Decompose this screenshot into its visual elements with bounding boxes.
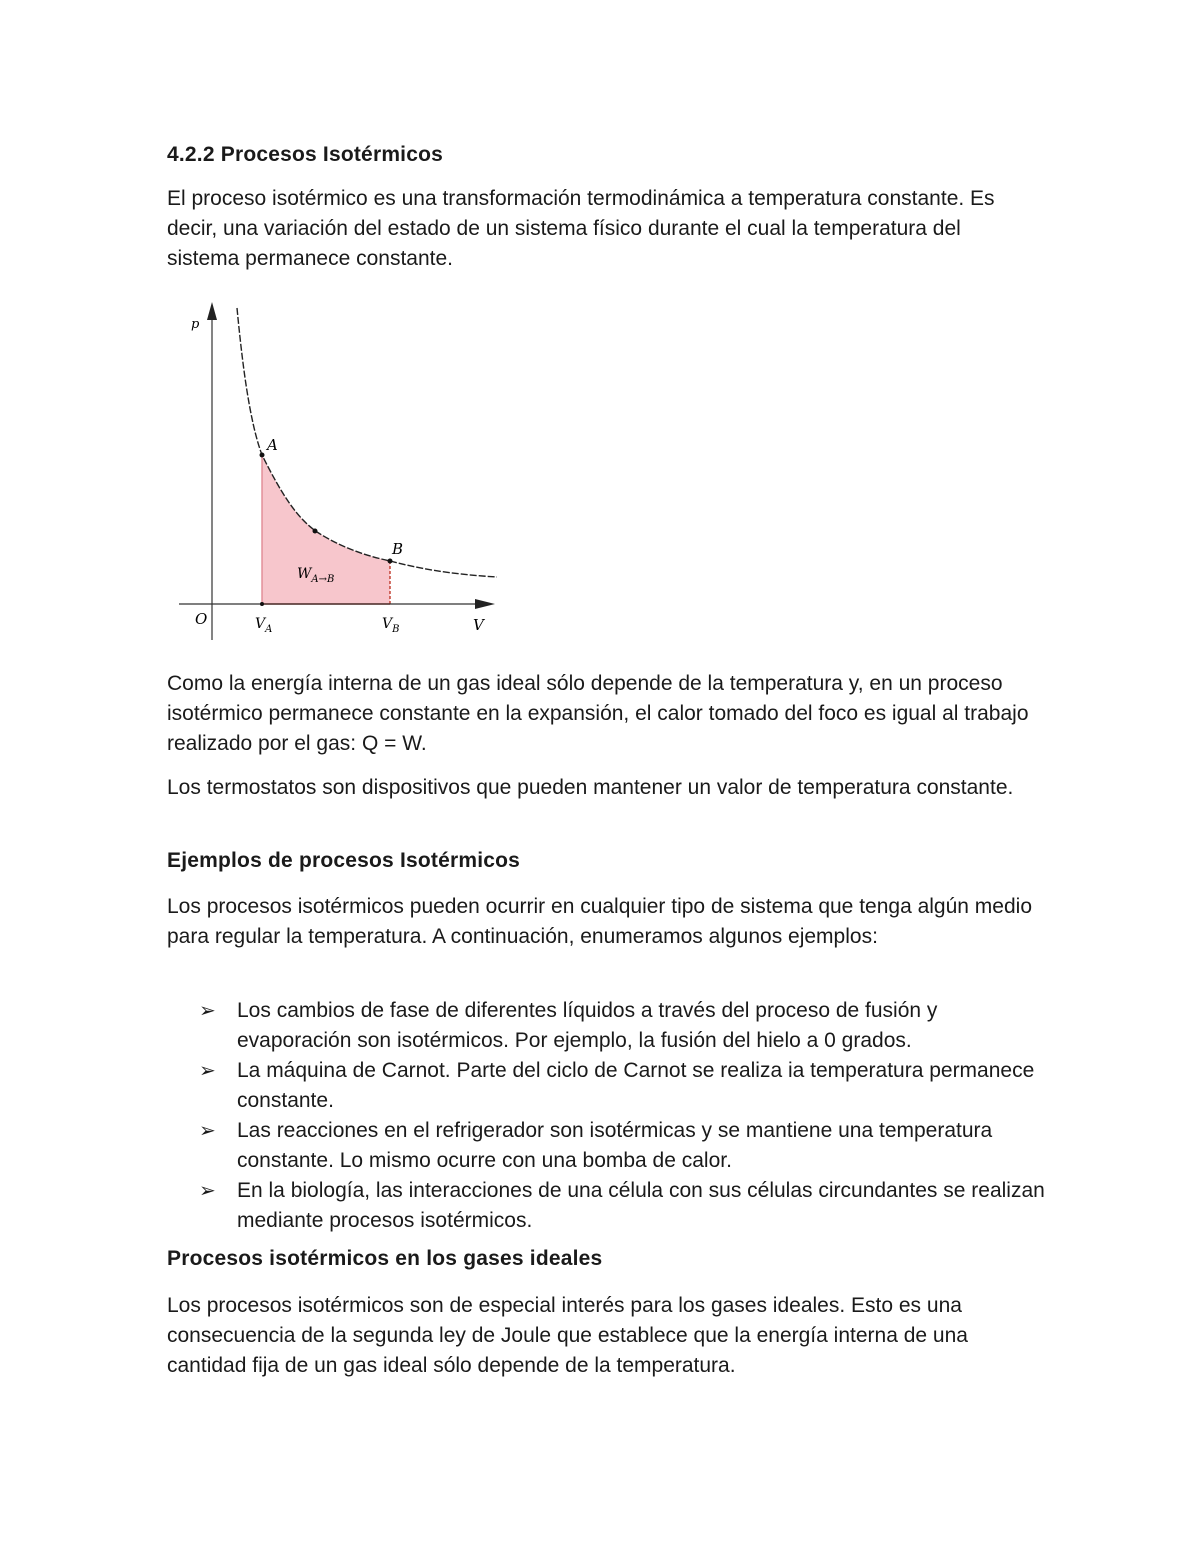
origin-label: O: [195, 610, 208, 628]
examples-intro-paragraph: Los procesos isotérmicos pueden ocurrir en cualquier tipo de sistema que tenga algún medio para regular la temperatura. A continuación, enumeramos algunos ejemplos:: [167, 895, 1032, 948]
examples-list: [167, 996, 1047, 1236]
list-item: ➢ En la biología, las interacciones de una célula con sus células circundantes se realizan mediante procesos isotérmicos.: [167, 1176, 1047, 1236]
intro-paragraph: El proceso isotérmico es una transformación termodinámica a temperatura constante. Es decir, una variación del estado de un sistema físico durante el cual la temperatura del sistema permanece constante.: [167, 187, 995, 270]
mid-point-marker: [313, 529, 318, 534]
list-item: ➢ La máquina de Carnot. Parte del ciclo de Carnot se realiza ia temperatura permanece constante.: [167, 1056, 1047, 1116]
arrow-bullet-icon: ➢: [199, 1120, 216, 1142]
energy-paragraph: Como la energía interna de un gas ideal sólo depende de la temperatura y, en un proceso isotérmico permanece constante en la expansión, el calor tomado del foco es igual al trabajo realizado por el gas: Q = W.: [167, 672, 1029, 755]
list-item: ➢ Los cambios de fase de diferentes líquidos a través del proceso de fusión y evaporación son isotérmicos. Por ejemplo, la fusión del hielo a 0 grados.: [167, 996, 1047, 1056]
arrow-bullet-icon: ➢: [199, 1000, 216, 1022]
examples-heading: Ejemplos de procesos Isotérmicos: [167, 849, 521, 872]
thermostat-paragraph: Los termostatos son dispositivos que pueden mantener un valor de temperatura constante.: [167, 776, 1014, 799]
arrow-bullet-icon: ➢: [199, 1180, 216, 1202]
point-a-marker: [260, 453, 265, 458]
work-area-label: $W_{A\to B}$: [297, 566, 335, 585]
va-axis-marker: [260, 602, 264, 606]
point-b-marker: [388, 559, 393, 564]
isothermal-pv-diagram: [167, 300, 512, 645]
arrow-bullet-icon: ➢: [199, 1060, 216, 1082]
y-axis-arrow: [207, 302, 217, 320]
list-item: ➢ Las reacciones en el refrigerador son isotérmicas y se mantiene una temperatura constante. Lo mismo ocurre con una bomba de calor.: [167, 1116, 1047, 1176]
point-b-label: B: [392, 540, 404, 558]
vb-tick-label: $V_B$: [382, 616, 400, 635]
ideal-gases-heading: Procesos isotérmicos en los gases ideales: [167, 1247, 603, 1270]
y-axis-label: p: [191, 317, 200, 332]
ideal-gases-paragraph: Los procesos isotérmicos son de especial interés para los gases ideales. Esto es una consecuencia de la segunda ley de Joule que establece que la energía interna de una cantidad fija de un gas ideal sólo depende de la temperatura.: [167, 1294, 968, 1377]
x-axis-label: V: [473, 616, 484, 634]
x-axis-arrow: [475, 599, 495, 609]
section-title: 4.2.2 Procesos Isotérmicos: [167, 143, 444, 166]
va-tick-label: $V_A$: [255, 616, 273, 635]
point-a-label: A: [267, 436, 278, 454]
